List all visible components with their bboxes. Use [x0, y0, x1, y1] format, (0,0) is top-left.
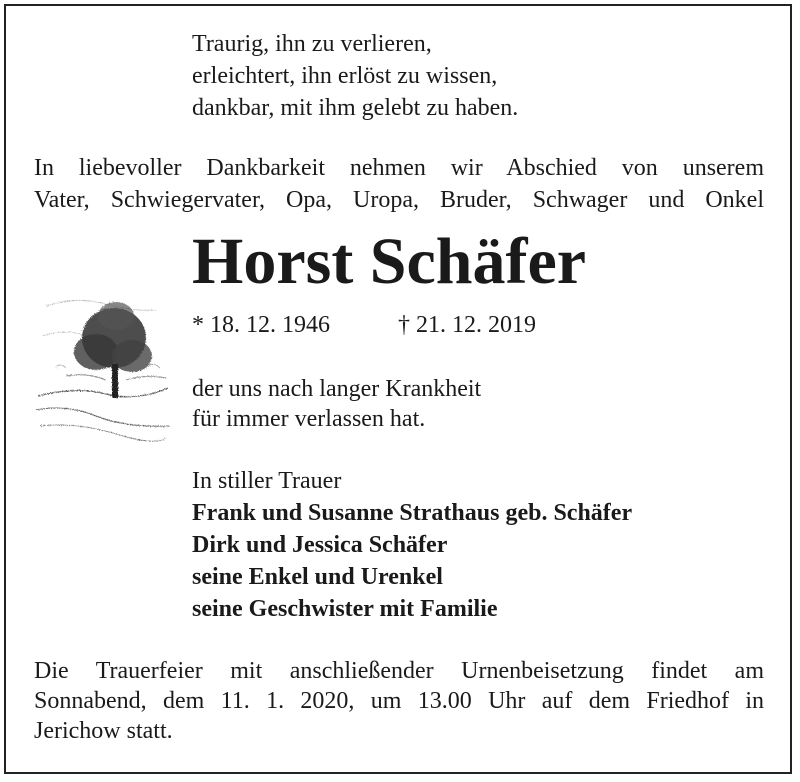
mourners-heading: In stiller Trauer: [192, 468, 342, 494]
tree-illustration: [36, 276, 170, 442]
intro-line: Vater, Schwiegervater, Opa, Uropa, Bruder, Schwager und Onkel: [34, 187, 764, 213]
birth-date: * 18. 12. 1946: [192, 312, 330, 338]
deceased-name: Horst Schäfer: [192, 225, 587, 298]
death-date: † 21. 12. 2019: [398, 312, 536, 338]
poem-line: erleichtert, ihn erlöst zu wissen,: [192, 63, 498, 89]
intro-line: In liebevoller Dankbarkeit nehmen wir Abschied von unserem: [34, 155, 764, 181]
remark-line: der uns nach langer Krankheit: [192, 376, 482, 402]
funeral-line: Die Trauerfeier mit anschließender Urnenbeisetzung findet am: [34, 658, 764, 684]
mourner-name: Frank und Susanne Strathaus geb. Schäfer: [192, 500, 633, 526]
mourner-name: Dirk und Jessica Schäfer: [192, 532, 448, 558]
poem-line: dankbar, mit ihm gelebt zu haben.: [192, 95, 519, 121]
poem-line: Traurig, ihn zu verlieren,: [192, 31, 432, 57]
funeral-line: Sonnabend, dem 11. 1. 2020, um 13.00 Uhr auf dem Friedhof in: [34, 688, 764, 714]
remark-line: für immer verlassen hat.: [192, 406, 426, 432]
mourner-name: seine Geschwister mit Familie: [192, 596, 498, 622]
mourner-name: seine Enkel und Urenkel: [192, 564, 443, 590]
funeral-line: Jerichow statt.: [34, 718, 173, 744]
